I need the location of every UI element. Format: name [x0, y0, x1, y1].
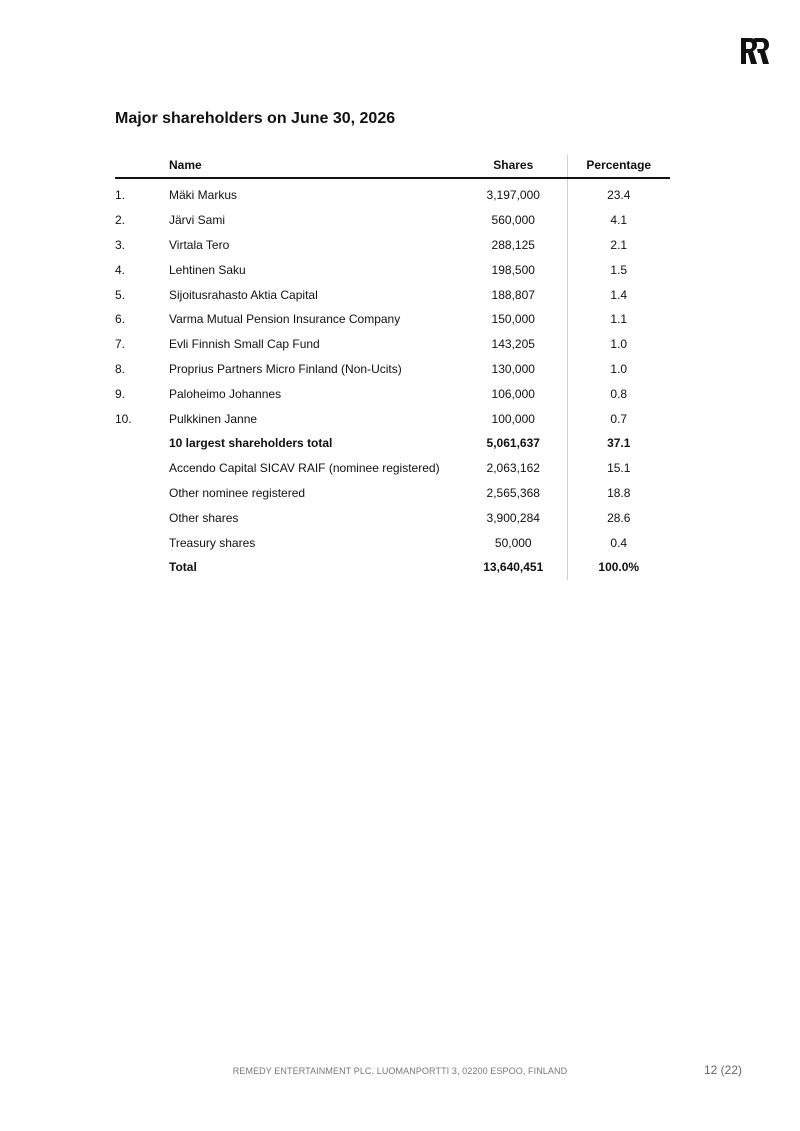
row-percentage: 28.6: [607, 510, 631, 525]
row-percentage: 0.7: [610, 411, 628, 426]
row-percentage: 4.1: [610, 213, 628, 228]
row-name: Virtala Tero: [169, 237, 230, 252]
table-row: [115, 282, 670, 307]
table-row: [115, 257, 670, 282]
row-rank: 5.: [115, 287, 126, 302]
row-shares: 188,807: [460, 282, 567, 307]
row-rank: 4.: [115, 262, 126, 277]
table-row: [115, 178, 670, 208]
row-shares: 3,197,000: [460, 178, 567, 208]
shareholders-table: [115, 155, 670, 580]
table-row: [115, 481, 670, 506]
row-percentage: 100.0%: [598, 560, 640, 575]
row-name: Paloheimo Johannes: [169, 386, 282, 401]
row-name: Other shares: [169, 510, 239, 525]
row-shares: 3,900,284: [460, 505, 567, 530]
page-title: Major shareholders on June 30, 2026: [115, 110, 396, 127]
row-shares: 106,000: [460, 381, 567, 406]
row-rank: [115, 431, 169, 456]
row-percentage: 1.0: [610, 361, 628, 376]
footer-address: REMEDY ENTERTAINMENT PLC. LUOMANPORTTI 3, 02200 ESPOO, FINLAND: [232, 1066, 568, 1076]
row-name: Other nominee registered: [169, 485, 306, 500]
row-percentage: 2.1: [610, 237, 628, 252]
row-percentage: 1.5: [610, 262, 628, 277]
row-shares: 5,061,637: [460, 431, 567, 456]
row-shares: 13,640,451: [460, 555, 567, 580]
table-row: [115, 530, 670, 555]
row-shares: 560,000: [460, 208, 567, 233]
header-no: [115, 155, 169, 178]
row-name: Pulkkinen Janne: [169, 411, 258, 426]
row-rank: [115, 481, 169, 506]
header-name: Name: [169, 155, 460, 178]
row-shares: 100,000: [460, 406, 567, 431]
row-rank: 10.: [115, 411, 132, 426]
row-name: Järvi Sami: [169, 213, 226, 228]
table-row: [115, 555, 670, 580]
row-rank: 9.: [115, 386, 126, 401]
table-row: [115, 505, 670, 530]
row-shares: 2,063,162: [460, 456, 567, 481]
row-shares: 150,000: [460, 307, 567, 332]
row-rank: 2.: [115, 213, 126, 228]
row-rank: [115, 505, 169, 530]
row-rank: 7.: [115, 337, 126, 352]
row-shares: 288,125: [460, 233, 567, 258]
table-row: [115, 307, 670, 332]
table-row: [115, 357, 670, 382]
row-rank: 1.: [115, 188, 126, 203]
row-percentage: 1.4: [610, 287, 628, 302]
row-name: Treasury shares: [169, 535, 256, 550]
table-row: [115, 208, 670, 233]
row-rank: 6.: [115, 312, 126, 327]
row-name: Varma Mutual Pension Insurance Company: [169, 312, 401, 327]
row-percentage: 0.8: [610, 386, 628, 401]
table-row: [115, 406, 670, 431]
header-shares: Shares: [460, 155, 567, 178]
row-name: Accendo Capital SICAV RAIF (nominee registered): [169, 461, 440, 476]
table-row: [115, 233, 670, 258]
row-percentage: 1.0: [610, 337, 628, 352]
row-shares: 130,000: [460, 357, 567, 382]
row-shares: 2,565,368: [460, 481, 567, 506]
row-percentage: 23.4: [607, 188, 631, 203]
row-rank: 3.: [115, 237, 126, 252]
row-percentage: 37.1: [607, 436, 631, 451]
row-percentage: 1.1: [610, 312, 628, 327]
remedy-logo-icon: [740, 36, 770, 66]
row-shares: 198,500: [460, 257, 567, 282]
row-percentage: 0.4: [610, 535, 628, 550]
table-header-row: [115, 155, 670, 178]
row-name: Proprius Partners Micro Finland (Non-Ucits): [169, 361, 402, 376]
row-name: Lehtinen Saku: [169, 262, 246, 277]
row-name: Sijoitusrahasto Aktia Capital: [169, 287, 318, 302]
table-row: [115, 332, 670, 357]
row-rank: [115, 456, 169, 481]
row-percentage: 18.8: [607, 485, 631, 500]
row-rank: [115, 555, 169, 580]
table-row: [115, 431, 670, 456]
row-name: Evli Finnish Small Cap Fund: [169, 337, 320, 352]
table-row: [115, 381, 670, 406]
row-rank: 8.: [115, 361, 126, 376]
header-percentage: Percentage: [567, 155, 670, 178]
table-row: [115, 456, 670, 481]
row-name: Total: [169, 560, 197, 575]
row-rank: [115, 530, 169, 555]
row-name: Mäki Markus: [169, 188, 238, 203]
page-number: 12 (22): [703, 1063, 742, 1077]
row-percentage: 15.1: [607, 461, 631, 476]
row-shares: 50,000: [460, 530, 567, 555]
row-shares: 143,205: [460, 332, 567, 357]
row-name: 10 largest shareholders total: [169, 436, 333, 451]
